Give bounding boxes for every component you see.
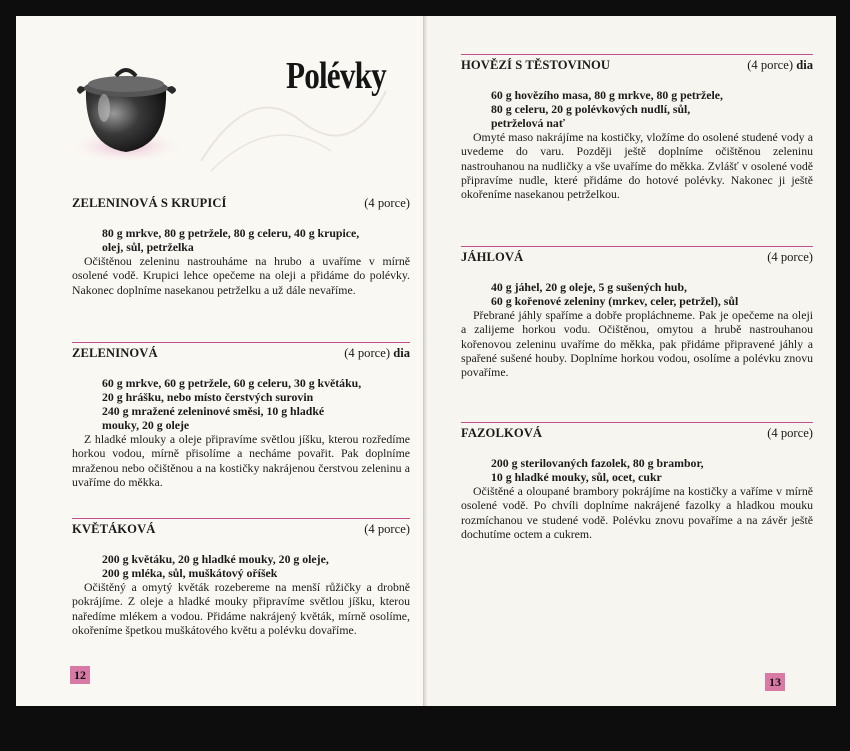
dia-tag: dia <box>796 58 813 72</box>
recipe-portion: (4 porce) dia <box>344 346 410 360</box>
ingredient-line: 80 g mrkve, 80 g petržele, 80 g celeru, 40 g krupice, <box>102 226 360 240</box>
recipe-ingredients <box>72 376 410 432</box>
recipe-instructions: Očištěnou zeleninu nastrouháme na hrubo a uvaříme v mírně osolené vodě. Krupici lehce opečeme na oleji a přidáme do polévky. Nakonec doplníme nasekanou petrželku a už dále nevaříme. <box>72 254 410 297</box>
section-divider <box>72 342 410 343</box>
recipe-ingredients <box>72 226 410 254</box>
ingredient-line: 40 g jáhel, 20 g oleje, 5 g sušených hub, <box>491 280 687 294</box>
ingredient-line: 200 g mléka, sůl, muškátový oříšek <box>102 566 278 580</box>
recipe-name: HOVĚZÍ S TĚSTOVINOU <box>461 58 611 72</box>
recipe-ingredients <box>72 552 410 580</box>
section-divider <box>461 246 813 247</box>
ingredient-line: mouky, 20 g oleje <box>102 418 190 432</box>
ingredient-line: 60 g mrkve, 60 g petržele, 60 g celeru, 30 g květáku, <box>102 376 362 390</box>
recipe-instructions: Omyté maso nakrájíme na kostičky, vložíme do osolené studené vody a uvedeme do varu. Později ještě doplníme očištěnou zeleninu nastrouhanou na nudličky a vše uvaříme do měkka. Zvlášť v osolené vodě připravíme nudle, které přidáme do hotové polévky. Nakonec ji ještě okořeníme nasekanou petrželkou. <box>461 130 813 202</box>
page-number: 13 <box>765 673 785 691</box>
recipe-instructions: Očištěný a omytý květák rozebereme na menší růžičky a drobně pokrájíme. Z oleje a hladké mouky připravíme světlou jíšku, kterou naředíme mlékem a vodou. Přidáme nakrájený květák, mírně osolíme, okořeníme špetkou muškátového květu a polévku dovaříme. <box>72 580 410 637</box>
ingredient-line: petrželová nať <box>491 116 565 130</box>
ingredient-line: 80 g celeru, 20 g polévkových nudlí, sůl, <box>491 102 691 116</box>
left-page <box>16 16 425 706</box>
recipe-zeleninova <box>72 342 410 501</box>
section-divider <box>461 54 813 55</box>
recipe-kvetakova <box>72 518 410 649</box>
recipe-zeleninova-s-krupici <box>72 196 410 309</box>
ingredient-line: 60 g kořenové zeleniny (mrkev, celer, petržel), sůl <box>491 294 739 308</box>
recipe-portion: (4 porce) dia <box>747 58 813 72</box>
section-divider <box>72 518 410 519</box>
chapter-title: Polévky <box>286 55 386 97</box>
recipe-instructions: Přebrané jáhly spaříme a dobře propláchneme. Pak je opečeme na oleji a zalijeme horkou vodu. Očištěnou, omytou a hrubě nastrouhanou kořenovou zeleninu uvaříme do měkka, pak přidáme připravené jáhly a spařené sušené houby. Doplníme horkou vodou, osolíme a polévku znovu povaříme. <box>461 308 813 380</box>
recipe-ingredients <box>461 88 813 130</box>
section-divider <box>461 422 813 423</box>
recipe-ingredients <box>461 456 813 484</box>
recipe-jahlova <box>461 246 813 391</box>
recipe-name: ZELENINOVÁ <box>72 346 158 360</box>
recipe-portion: (4 porce) <box>767 250 813 264</box>
recipe-name: ZELENINOVÁ S KRUPICÍ <box>72 196 227 210</box>
ingredient-line: 240 g mražené zeleninové směsi, 10 g hladké <box>102 404 325 418</box>
recipe-name: JÁHLOVÁ <box>461 250 524 264</box>
ingredient-line: 20 g hrášku, nebo místo čerstvých surovin <box>102 390 314 404</box>
recipe-hovezi-s-testovinou <box>461 54 813 213</box>
recipe-portion: (4 porce) <box>364 522 410 536</box>
right-page <box>427 16 836 706</box>
recipe-fazolkova <box>461 422 813 553</box>
recipe-portion: (4 porce) <box>364 196 410 210</box>
dia-tag: dia <box>393 346 410 360</box>
recipe-ingredients <box>461 280 813 308</box>
recipe-portion: (4 porce) <box>767 426 813 440</box>
ingredient-line: 200 g sterilovaných fazolek, 80 g brambor, <box>491 456 704 470</box>
ingredient-line: olej, sůl, petrželka <box>102 240 194 254</box>
recipe-name: FAZOLKOVÁ <box>461 426 543 440</box>
ingredient-line: 200 g květáku, 20 g hladké mouky, 20 g oleje, <box>102 552 329 566</box>
cooking-pot-icon <box>66 46 186 166</box>
ingredient-line: 10 g hladké mouky, sůl, ocet, cukr <box>491 470 662 484</box>
recipe-instructions: Z hladké mlouky a oleje připravíme světlou jíšku, kterou rozředíme horkou vodou, mírně přisolíme a necháme povařit. Pak doplníme mraženou nebo očištěnou a na kostičky nakrájenou čerstvou zeleninu a uvaříme do měkka. <box>72 432 410 489</box>
recipe-instructions: Očištěné a oloupané brambory pokrájíme na kostičky a vaříme v mírně osolené vodě. Po chvíli doplníme nakrájené fazolky a hladkou mouku rozmíchanou ve studené vodě. Polévku znovu povaříme a na závěr ještě dochutíme octem a cukrem. <box>461 484 813 541</box>
ingredient-line: 60 g hovězího masa, 80 g mrkve, 80 g petržele, <box>491 88 723 102</box>
recipe-name: KVĚTÁKOVÁ <box>72 522 156 536</box>
page-number: 12 <box>70 666 90 684</box>
